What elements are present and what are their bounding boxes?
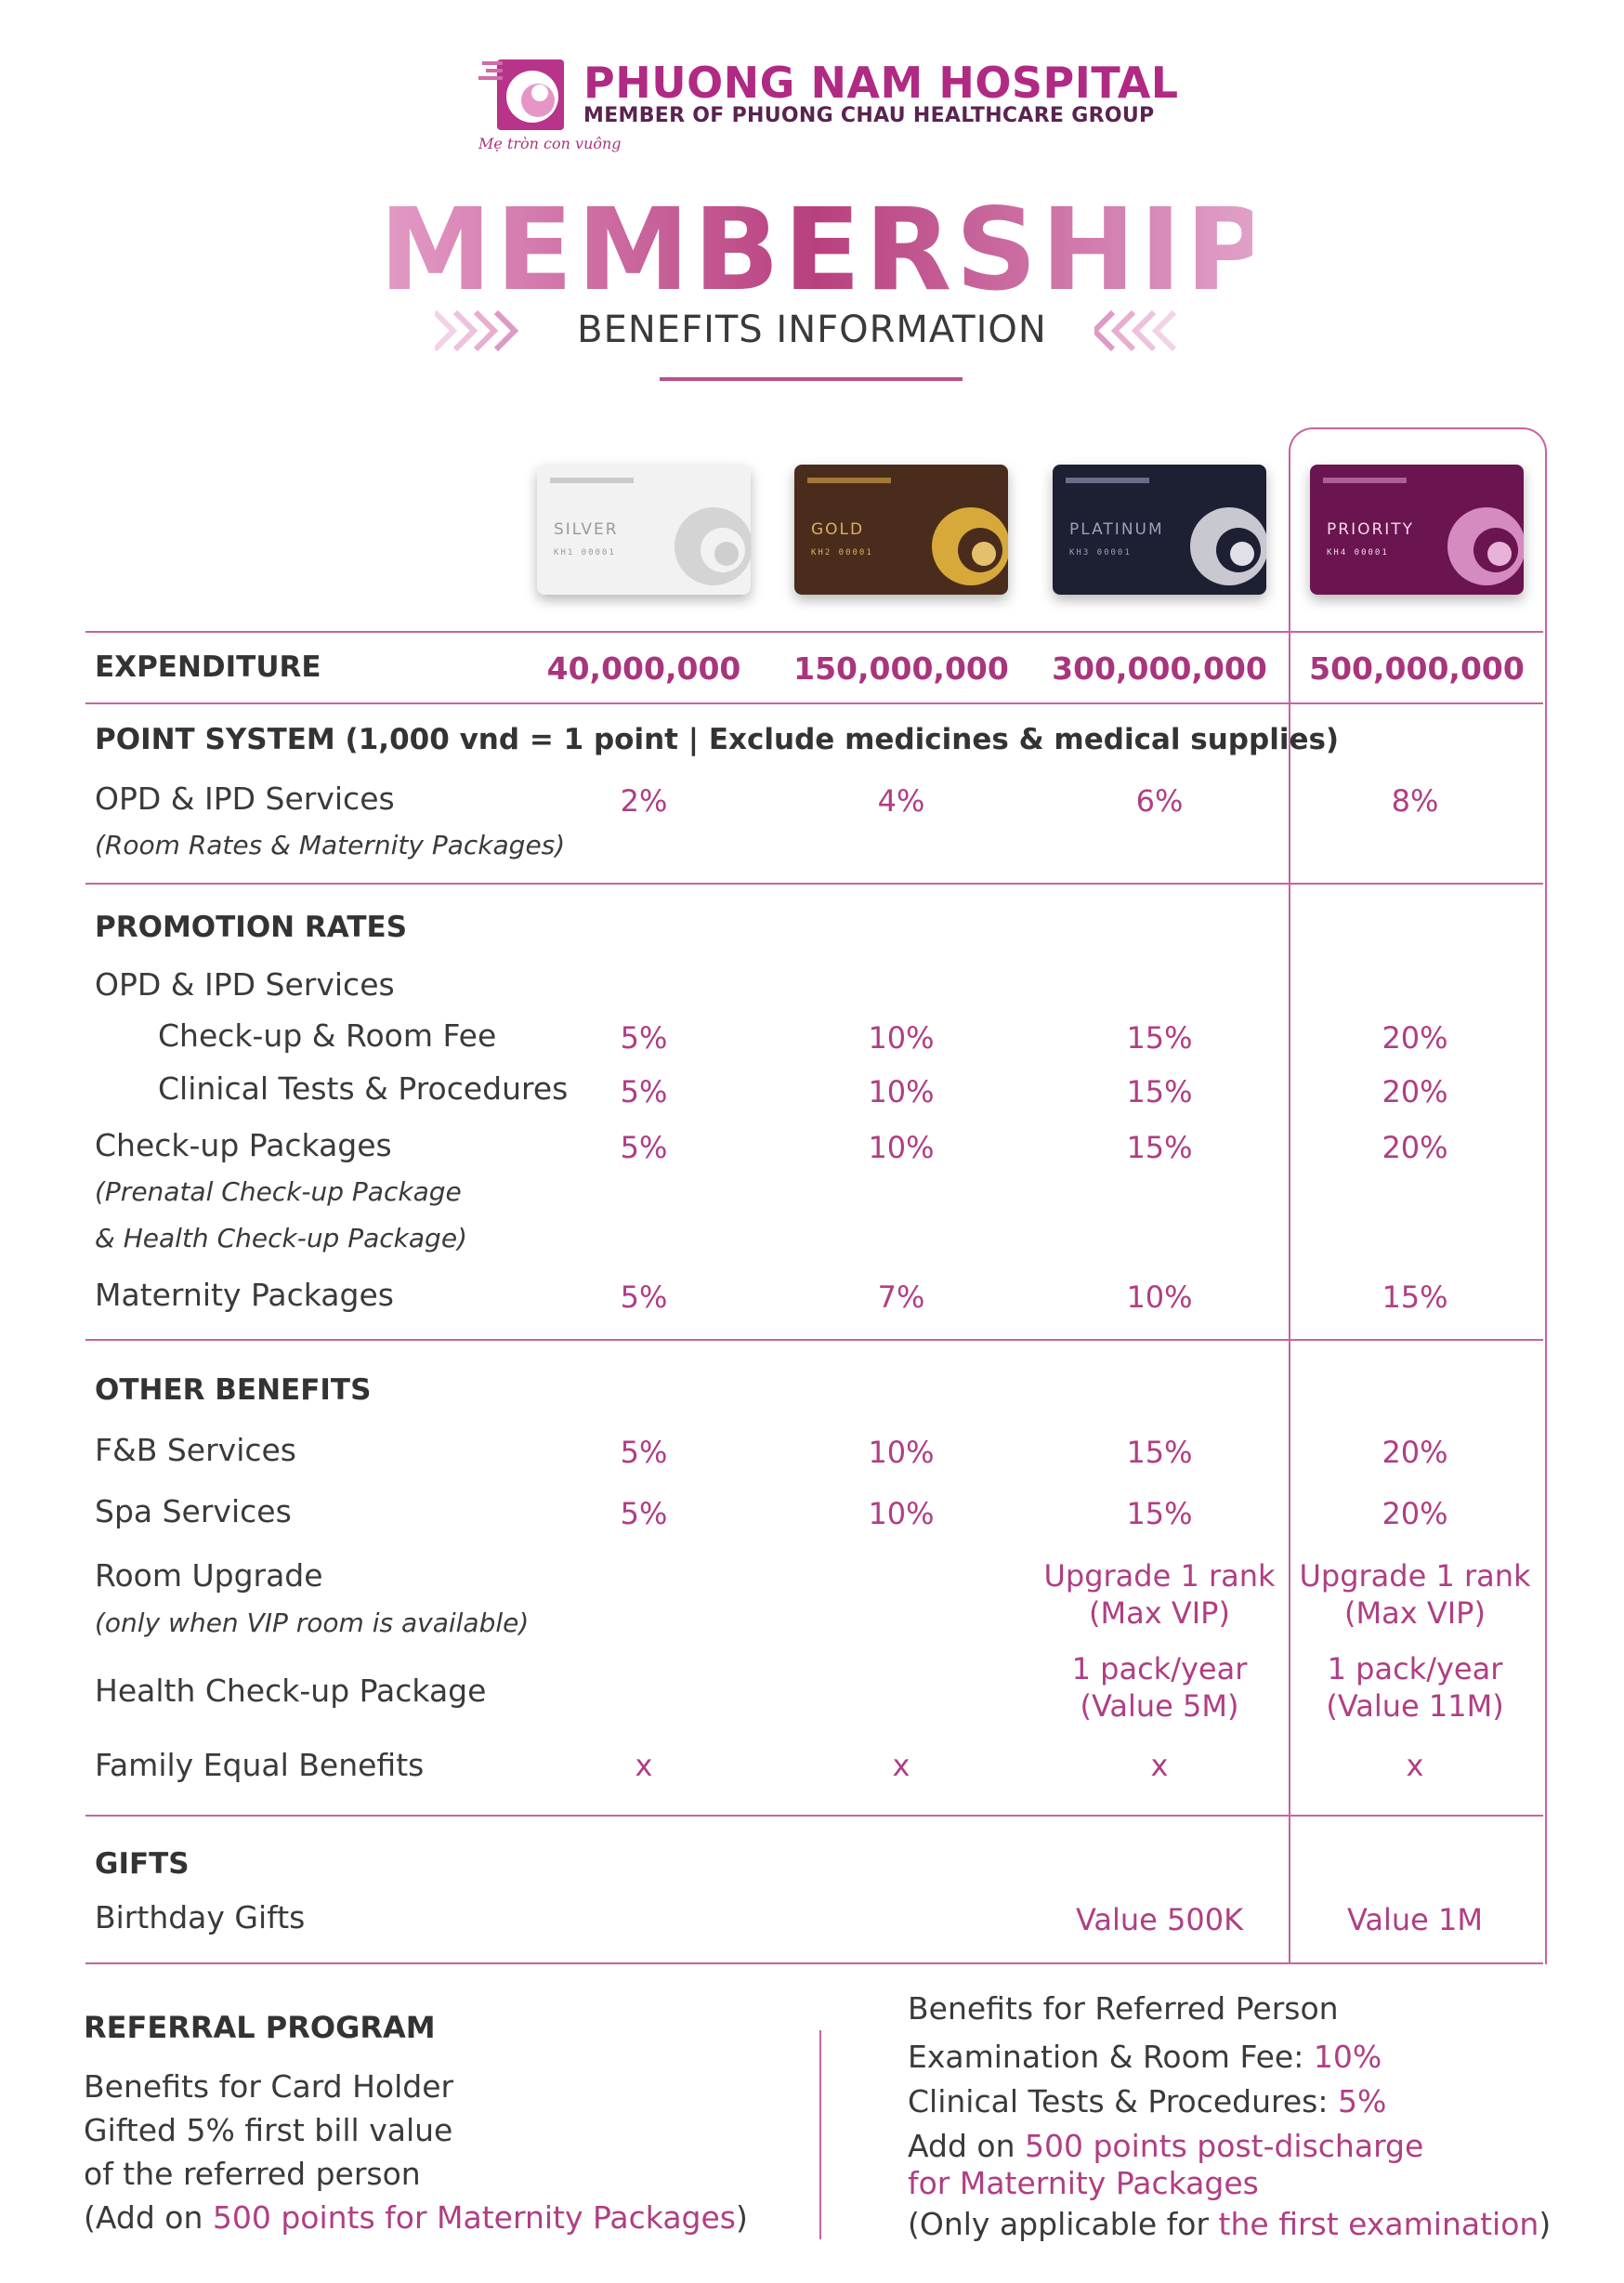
other-spa-gold: 10% [868, 1496, 935, 1531]
point-opd-note: (Room Rates & Maternity Packages) [95, 830, 566, 860]
card-gold-code: KH2 00001 [811, 548, 873, 558]
other-fb-gold: 10% [868, 1435, 935, 1470]
other-spa-silver: 5% [620, 1496, 668, 1531]
point-priority: 8% [1391, 783, 1439, 819]
other-room-upgrade-label: Room Upgrade [95, 1557, 323, 1594]
card-priority [1310, 465, 1524, 595]
hospital-slogan: Mẹ tròn con vuông [478, 135, 622, 152]
promo-maternity-silver: 5% [620, 1279, 668, 1315]
other-health-pkg-label: Health Check-up Package [95, 1673, 487, 1709]
card-swirl-icon [648, 465, 751, 595]
gifts-birthday-label: Birthday Gifts [95, 1899, 306, 1935]
hospital-logo-icon [478, 58, 567, 134]
referral-holder-line3: (Add on 500 points for Maternity Packages) [84, 2199, 748, 2236]
promo-checkup-pkg-note2: & Health Check-up Package) [95, 1223, 467, 1253]
promo-clinical-label: Clinical Tests & Procedures [158, 1070, 569, 1107]
promo-clinical-priority: 20% [1382, 1074, 1448, 1109]
promo-checkup-pkg-gold: 10% [868, 1130, 935, 1165]
title-underline [660, 377, 963, 381]
promo-checkup-room-platinum: 15% [1126, 1020, 1193, 1056]
referral-holder-title: Benefits for Card Holder [84, 2068, 454, 2105]
expenditure-gold: 150,000,000 [793, 650, 1009, 687]
point-silver: 2% [620, 783, 668, 819]
other-fb-silver: 5% [620, 1435, 668, 1470]
referral-referred-block [908, 1987, 1614, 2247]
other-fb-platinum: 15% [1126, 1435, 1193, 1470]
point-platinum: 6% [1135, 783, 1184, 819]
other-heading: OTHER BENEFITS [95, 1373, 372, 1407]
promo-opd-label: OPD & IPD Services [95, 966, 395, 1003]
point-system-heading: POINT SYSTEM (1,000 vnd = 1 point | Exclude medicines & medical supplies) [95, 723, 1340, 756]
referral-referred-title: Benefits for Referred Person [908, 1990, 1339, 2027]
card-silver-label: SILVER [554, 520, 619, 539]
card-priority-code: KH4 00001 [1327, 548, 1389, 558]
other-fb-priority: 20% [1382, 1435, 1448, 1470]
other-room-upgrade-priority: Upgrade 1 rank (Max VIP) [1299, 1558, 1531, 1631]
card-silver [537, 465, 751, 595]
promo-clinical-silver: 5% [620, 1074, 668, 1109]
promo-checkup-pkg-note1: (Prenatal Check-up Package [95, 1176, 462, 1207]
card-platinum [1053, 465, 1266, 595]
card-priority-label: PRIORITY [1327, 520, 1415, 539]
chevrons-right-decoration [1094, 308, 1197, 358]
other-spa-label: Spa Services [95, 1493, 292, 1529]
other-family-priority: x [1406, 1748, 1424, 1783]
expenditure-priority: 500,000,000 [1309, 650, 1525, 687]
card-swirl-icon [1164, 465, 1266, 595]
gifts-birthday-platinum: Value 500K [1075, 1902, 1244, 1937]
other-spa-platinum: 15% [1126, 1496, 1193, 1531]
referral-holder-line2: of the referred person [84, 2156, 421, 2192]
referral-heading: REFERRAL PROGRAM [84, 2010, 436, 2045]
other-family-gold: x [892, 1748, 910, 1783]
page-subtitle: BENEFITS INFORMATION [577, 308, 1047, 351]
other-family-silver: x [635, 1748, 653, 1783]
promo-checkup-room-silver: 5% [620, 1020, 668, 1056]
other-fb-label: F&B Services [95, 1432, 296, 1468]
promo-clinical-gold: 10% [868, 1074, 935, 1109]
referral-only-line: (Only applicable for the first examination) [908, 2206, 1552, 2242]
divider-top [85, 631, 1543, 633]
referral-holder-line1: Gifted 5% first bill value [84, 2112, 453, 2148]
divider-other [85, 1815, 1543, 1817]
card-platinum-code: KH3 00001 [1069, 548, 1132, 558]
promo-clinical-platinum: 15% [1126, 1074, 1193, 1109]
point-opd-label: OPD & IPD Services [95, 781, 395, 817]
promo-checkup-pkg-label: Check-up Packages [95, 1127, 392, 1163]
referral-exam-line: Examination & Room Fee: 10% [908, 2039, 1382, 2075]
promo-maternity-platinum: 10% [1126, 1279, 1193, 1315]
card-gold [794, 465, 1008, 595]
promo-maternity-gold: 7% [877, 1279, 925, 1315]
hospital-group: MEMBER OF PHUONG CHAU HEALTHCARE GROUP [583, 104, 1155, 127]
other-room-upgrade-note: (only when VIP room is available) [95, 1607, 530, 1638]
promo-maternity-label: Maternity Packages [95, 1277, 394, 1313]
card-gold-label: GOLD [811, 520, 865, 539]
other-family-platinum: x [1150, 1748, 1169, 1783]
expenditure-platinum: 300,000,000 [1052, 650, 1267, 687]
promo-checkup-room-label: Check-up & Room Fee [158, 1017, 497, 1054]
page-title: MEMBERSHIP [379, 184, 1273, 316]
referral-holder-block [84, 2065, 808, 2239]
divider-points [85, 883, 1543, 885]
other-health-pkg-priority: 1 pack/year (Value 11M) [1326, 1651, 1504, 1724]
gifts-heading: GIFTS [95, 1847, 190, 1881]
hospital-logo [478, 58, 567, 134]
promo-checkup-room-priority: 20% [1382, 1020, 1448, 1056]
card-swirl-icon [1421, 465, 1524, 595]
divider-promotion [85, 1339, 1543, 1341]
card-swirl-icon [906, 465, 1008, 595]
other-spa-priority: 20% [1382, 1496, 1448, 1531]
card-silver-code: KH1 00001 [554, 548, 616, 558]
point-gold: 4% [877, 783, 925, 819]
divider-expenditure [85, 702, 1543, 704]
promo-maternity-priority: 15% [1382, 1279, 1448, 1315]
other-health-pkg-platinum: 1 pack/year (Value 5M) [1071, 1651, 1248, 1724]
other-room-upgrade-platinum: Upgrade 1 rank (Max VIP) [1043, 1558, 1276, 1631]
expenditure-silver: 40,000,000 [546, 650, 741, 687]
hospital-name: PHUONG NAM HOSPITAL [583, 58, 1179, 108]
referral-clinical-line: Clinical Tests & Procedures: 5% [908, 2083, 1387, 2119]
gifts-birthday-priority: Value 1M [1346, 1902, 1483, 1937]
promo-checkup-room-gold: 10% [868, 1020, 935, 1056]
card-platinum-label: PLATINUM [1069, 520, 1164, 539]
promo-checkup-pkg-priority: 20% [1382, 1130, 1448, 1165]
referral-addon-line: Add on 500 points post-discharge for Maternity Packages [908, 2128, 1424, 2201]
other-family-label: Family Equal Benefits [95, 1747, 425, 1783]
promotion-heading: PROMOTION RATES [95, 911, 408, 944]
promo-checkup-pkg-platinum: 15% [1126, 1130, 1193, 1165]
expenditure-label: EXPENDITURE [95, 650, 321, 684]
referral-divider [819, 2030, 821, 2239]
divider-gifts [85, 1962, 1543, 1964]
promo-checkup-pkg-silver: 5% [620, 1130, 668, 1165]
